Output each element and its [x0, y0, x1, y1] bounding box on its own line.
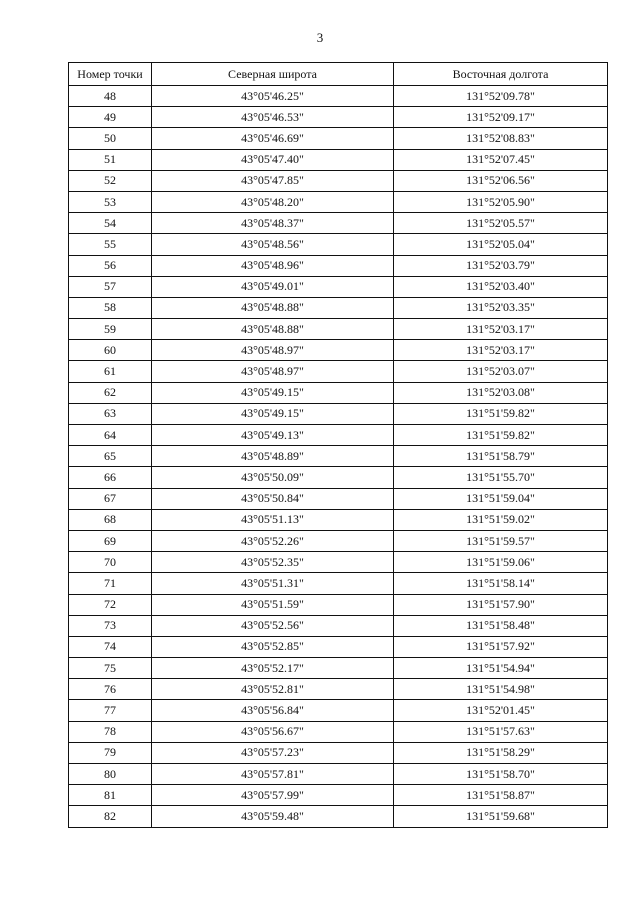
cell-latitude: 43°05'51.13" — [152, 509, 394, 530]
cell-longitude: 131°51'59.82" — [394, 425, 608, 446]
table-row — [69, 361, 608, 382]
cell-longitude: 131°51'59.02" — [394, 509, 608, 530]
cell-latitude: 43°05'51.31" — [152, 573, 394, 594]
cell-point-number: 80 — [69, 764, 152, 785]
cell-point-number: 62 — [69, 382, 152, 403]
table-row — [69, 764, 608, 785]
cell-point-number: 57 — [69, 276, 152, 297]
cell-point-number: 63 — [69, 403, 152, 424]
cell-longitude: 131°52'03.07" — [394, 361, 608, 382]
table-row — [69, 297, 608, 318]
column-header-north-latitude: Северная широта — [152, 63, 394, 86]
cell-latitude: 43°05'46.53" — [152, 107, 394, 128]
cell-longitude: 131°51'54.94" — [394, 658, 608, 679]
cell-latitude: 43°05'48.88" — [152, 319, 394, 340]
table-row — [69, 425, 608, 446]
cell-point-number: 59 — [69, 319, 152, 340]
table-row — [69, 319, 608, 340]
cell-longitude: 131°52'05.90" — [394, 191, 608, 212]
table-row — [69, 679, 608, 700]
cell-point-number: 81 — [69, 785, 152, 806]
cell-point-number: 73 — [69, 615, 152, 636]
cell-longitude: 131°51'58.48" — [394, 615, 608, 636]
cell-longitude: 131°51'58.14" — [394, 573, 608, 594]
cell-longitude: 131°51'57.90" — [394, 594, 608, 615]
cell-latitude: 43°05'59.48" — [152, 806, 394, 827]
table-row — [69, 340, 608, 361]
cell-latitude: 43°05'46.25" — [152, 86, 394, 107]
cell-point-number: 55 — [69, 234, 152, 255]
table-row — [69, 403, 608, 424]
cell-longitude: 131°51'55.70" — [394, 467, 608, 488]
cell-latitude: 43°05'57.99" — [152, 785, 394, 806]
cell-latitude: 43°05'56.67" — [152, 721, 394, 742]
cell-point-number: 77 — [69, 700, 152, 721]
column-header-point-number: Номер точки — [69, 63, 152, 86]
cell-longitude: 131°52'03.08" — [394, 382, 608, 403]
cell-point-number: 48 — [69, 86, 152, 107]
table-row — [69, 234, 608, 255]
cell-point-number: 82 — [69, 806, 152, 827]
cell-point-number: 74 — [69, 636, 152, 657]
cell-latitude: 43°05'46.69" — [152, 128, 394, 149]
cell-longitude: 131°51'58.87" — [394, 785, 608, 806]
table-row — [69, 213, 608, 234]
table-row — [69, 742, 608, 763]
cell-point-number: 67 — [69, 488, 152, 509]
table-row — [69, 191, 608, 212]
cell-longitude: 131°51'58.70" — [394, 764, 608, 785]
cell-point-number: 71 — [69, 573, 152, 594]
table-row — [69, 530, 608, 551]
table-row — [69, 107, 608, 128]
cell-latitude: 43°05'56.84" — [152, 700, 394, 721]
cell-latitude: 43°05'52.56" — [152, 615, 394, 636]
cell-point-number: 70 — [69, 552, 152, 573]
table-row — [69, 128, 608, 149]
cell-latitude: 43°05'57.23" — [152, 742, 394, 763]
cell-longitude: 131°51'54.98" — [394, 679, 608, 700]
cell-longitude: 131°52'03.40" — [394, 276, 608, 297]
page-number: 3 — [316, 30, 324, 45]
cell-latitude: 43°05'50.84" — [152, 488, 394, 509]
cell-longitude: 131°51'59.04" — [394, 488, 608, 509]
cell-point-number: 56 — [69, 255, 152, 276]
cell-point-number: 72 — [69, 594, 152, 615]
cell-latitude: 43°05'50.09" — [152, 467, 394, 488]
table-row — [69, 170, 608, 191]
table-row — [69, 149, 608, 170]
table-row — [69, 488, 608, 509]
table-row — [69, 382, 608, 403]
cell-latitude: 43°05'48.56" — [152, 234, 394, 255]
table-row — [69, 552, 608, 573]
cell-latitude: 43°05'49.13" — [152, 425, 394, 446]
cell-point-number: 58 — [69, 297, 152, 318]
cell-longitude: 131°51'59.68" — [394, 806, 608, 827]
cell-longitude: 131°51'58.79" — [394, 446, 608, 467]
coordinates-table — [68, 62, 608, 828]
column-header-east-longitude: Восточная долгота — [394, 63, 608, 86]
table-row — [69, 785, 608, 806]
cell-longitude: 131°51'57.92" — [394, 636, 608, 657]
table-row — [69, 467, 608, 488]
cell-latitude: 43°05'52.17" — [152, 658, 394, 679]
table-row — [69, 700, 608, 721]
cell-longitude: 131°52'03.79" — [394, 255, 608, 276]
cell-longitude: 131°52'03.17" — [394, 340, 608, 361]
cell-latitude: 43°05'47.85" — [152, 170, 394, 191]
table-row — [69, 573, 608, 594]
cell-longitude: 131°51'59.82" — [394, 403, 608, 424]
cell-latitude: 43°05'48.88" — [152, 297, 394, 318]
cell-point-number: 65 — [69, 446, 152, 467]
cell-longitude: 131°52'07.45" — [394, 149, 608, 170]
cell-latitude: 43°05'49.01" — [152, 276, 394, 297]
table-row — [69, 276, 608, 297]
cell-latitude: 43°05'48.96" — [152, 255, 394, 276]
table-row — [69, 636, 608, 657]
table-row — [69, 86, 608, 107]
cell-latitude: 43°05'48.97" — [152, 340, 394, 361]
table-body — [69, 86, 608, 828]
table-header-row — [69, 63, 608, 86]
cell-point-number: 76 — [69, 679, 152, 700]
cell-point-number: 79 — [69, 742, 152, 763]
cell-point-number: 53 — [69, 191, 152, 212]
table-row — [69, 255, 608, 276]
cell-latitude: 43°05'48.89" — [152, 446, 394, 467]
cell-longitude: 131°52'08.83" — [394, 128, 608, 149]
cell-latitude: 43°05'47.40" — [152, 149, 394, 170]
cell-point-number: 66 — [69, 467, 152, 488]
cell-point-number: 51 — [69, 149, 152, 170]
cell-longitude: 131°51'59.57" — [394, 530, 608, 551]
cell-point-number: 78 — [69, 721, 152, 742]
table-row — [69, 721, 608, 742]
cell-latitude: 43°05'49.15" — [152, 403, 394, 424]
cell-latitude: 43°05'52.26" — [152, 530, 394, 551]
cell-latitude: 43°05'52.85" — [152, 636, 394, 657]
cell-point-number: 69 — [69, 530, 152, 551]
cell-longitude: 131°51'57.63" — [394, 721, 608, 742]
cell-latitude: 43°05'57.81" — [152, 764, 394, 785]
cell-point-number: 61 — [69, 361, 152, 382]
table-row — [69, 806, 608, 827]
cell-longitude: 131°52'05.04" — [394, 234, 608, 255]
cell-latitude: 43°05'48.37" — [152, 213, 394, 234]
cell-point-number: 75 — [69, 658, 152, 679]
cell-latitude: 43°05'52.35" — [152, 552, 394, 573]
cell-longitude: 131°52'05.57" — [394, 213, 608, 234]
table-row — [69, 446, 608, 467]
table-row — [69, 509, 608, 530]
cell-point-number: 52 — [69, 170, 152, 191]
cell-point-number: 49 — [69, 107, 152, 128]
cell-latitude: 43°05'49.15" — [152, 382, 394, 403]
table-row — [69, 615, 608, 636]
cell-longitude: 131°51'58.29" — [394, 742, 608, 763]
cell-longitude: 131°52'06.56" — [394, 170, 608, 191]
cell-longitude: 131°51'59.06" — [394, 552, 608, 573]
table-row — [69, 658, 608, 679]
cell-latitude: 43°05'52.81" — [152, 679, 394, 700]
cell-longitude: 131°52'03.17" — [394, 319, 608, 340]
cell-latitude: 43°05'48.97" — [152, 361, 394, 382]
cell-point-number: 50 — [69, 128, 152, 149]
cell-point-number: 64 — [69, 425, 152, 446]
cell-point-number: 60 — [69, 340, 152, 361]
cell-latitude: 43°05'48.20" — [152, 191, 394, 212]
table-row — [69, 594, 608, 615]
cell-point-number: 68 — [69, 509, 152, 530]
cell-longitude: 131°52'01.45" — [394, 700, 608, 721]
cell-longitude: 131°52'03.35" — [394, 297, 608, 318]
cell-longitude: 131°52'09.17" — [394, 107, 608, 128]
cell-point-number: 54 — [69, 213, 152, 234]
cell-latitude: 43°05'51.59" — [152, 594, 394, 615]
cell-longitude: 131°52'09.78" — [394, 86, 608, 107]
